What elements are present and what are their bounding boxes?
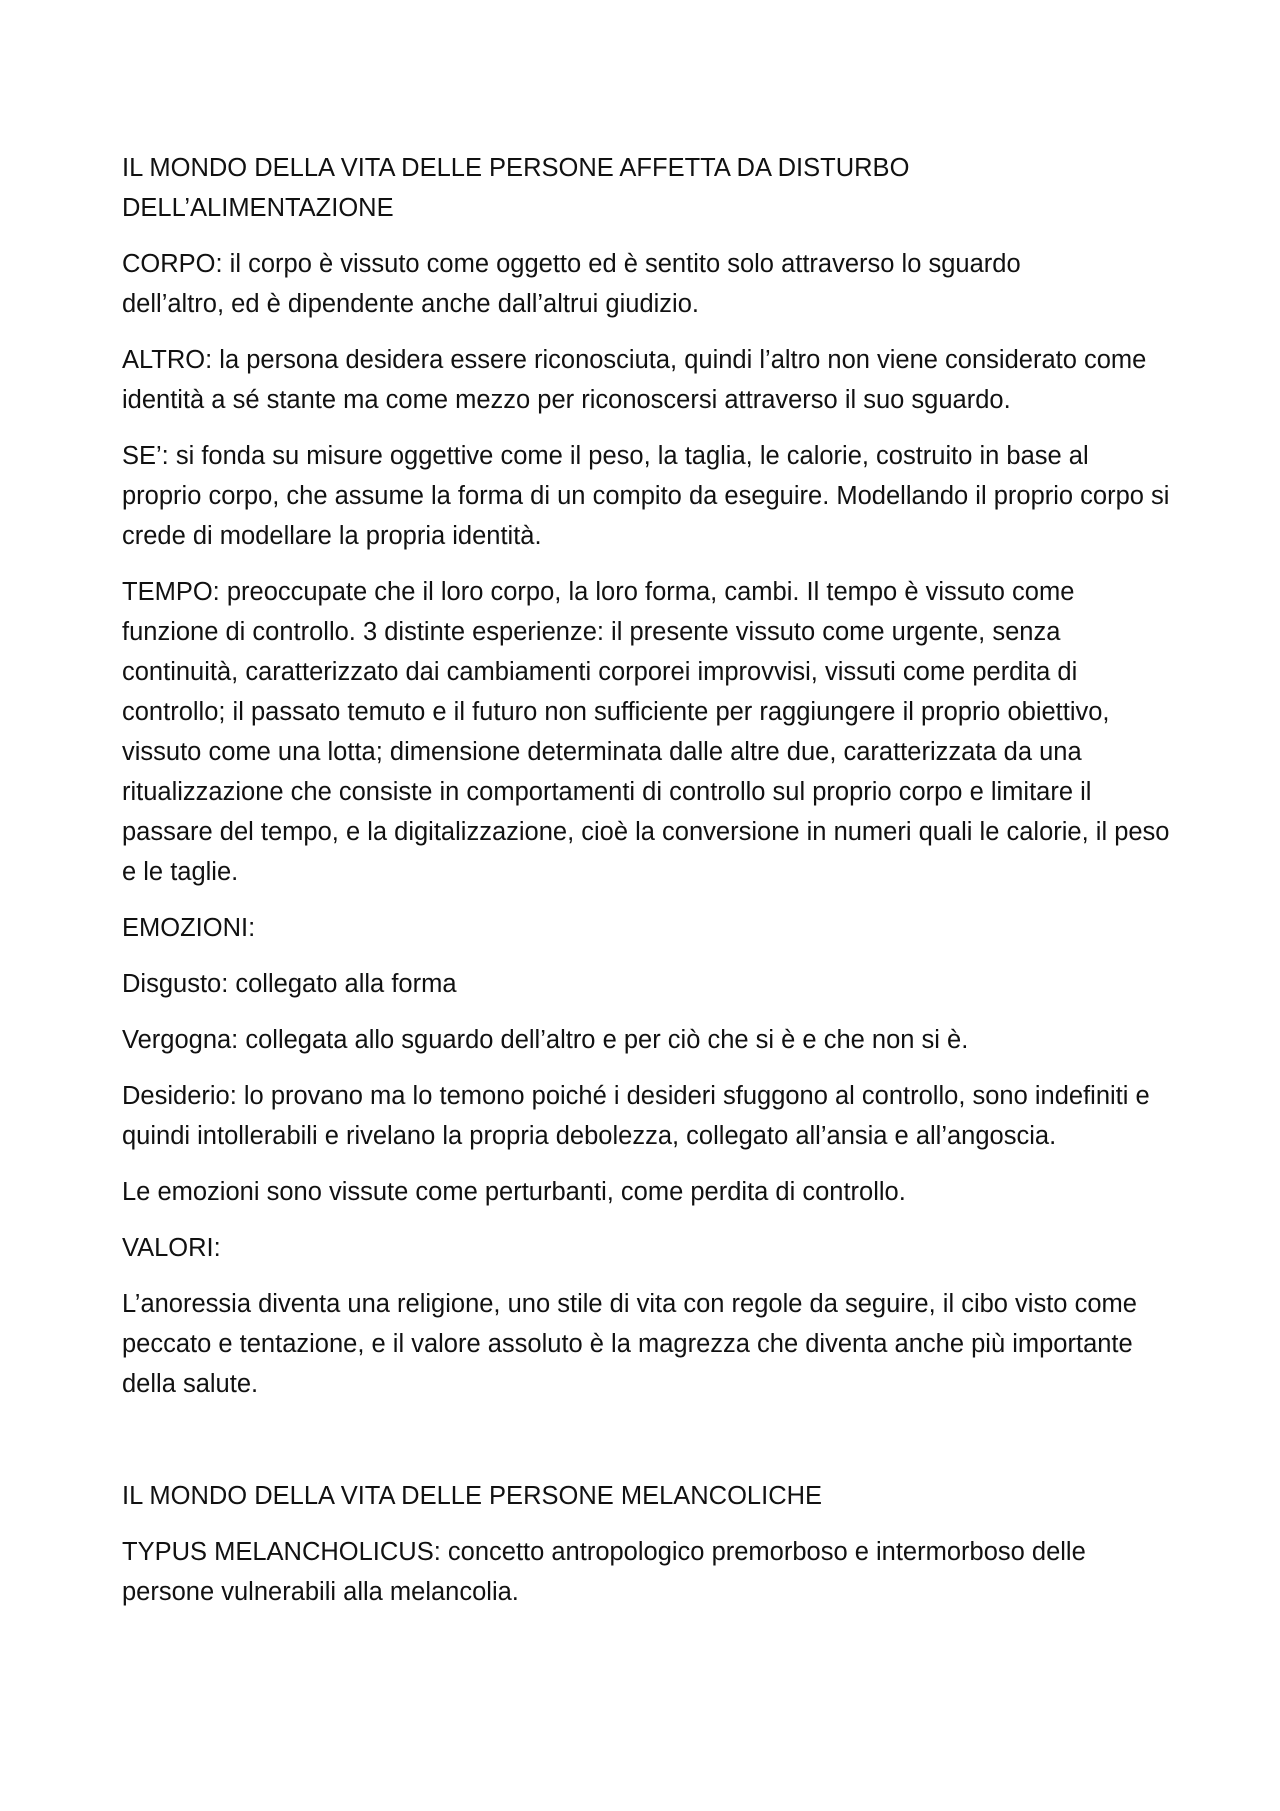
paragraph-tempo: TEMPO: preoccupate che il loro corpo, la loro forma, cambi. Il tempo è vissuto come funzione di controllo. 3 distinte esperienze: il presente vissuto come urgente, senza continuità, caratterizzato dai cambiamenti corporei improvvisi, vissuti come perdita di controllo; il passato temuto e il futuro non sufficiente per raggiungere il proprio obiettivo, vissuto come una lotta; dimensione determinata dalle altre due, caratterizzata da una ritualizzazione che consiste in comportamenti di controllo sul proprio corpo e limitare il passare del tempo, e la digitalizzazione, cioè la conversione in numeri quali le calorie, il peso e le taglie. xyxy=(122,578,1170,886)
section-gap xyxy=(122,1420,1172,1476)
paragraph-typus-melancholicus: TYPUS MELANCHOLICUS: concetto antropologico premorboso e intermorboso delle persone vulnerabili alla melancolia. xyxy=(122,1538,1086,1606)
paragraph-corpo: CORPO: il corpo è vissuto come oggetto ed è sentito solo attraverso lo sguardo dell’altro, ed è dipendente anche dall’altrui giudizio. xyxy=(122,250,1021,318)
section-title-melancholic: IL MONDO DELLA VITA DELLE PERSONE MELANCOLICHE xyxy=(122,1482,823,1510)
document-page xyxy=(122,148,1172,1628)
section-title-eating-disorder: IL MONDO DELLA VITA DELLE PERSONE AFFETTA DA DISTURBO DELL’ALIMENTAZIONE xyxy=(122,154,910,222)
paragraph-vergogna: Vergogna: collegata allo sguardo dell’altro e per ciò che si è e che non si è. xyxy=(122,1026,969,1054)
paragraph-se: SE’: si fonda su misure oggettive come il peso, la taglia, le calorie, costruito in base al proprio corpo, che assume la forma di un compito da eseguire. Modellando il proprio corpo si crede di modellare la propria identità. xyxy=(122,442,1170,550)
heading-valori: VALORI: xyxy=(122,1234,221,1262)
paragraph-desiderio: Desiderio: lo provano ma lo temono poiché i desideri sfuggono al controllo, sono indefiniti e quindi intollerabili e rivelano la propria debolezza, collegato all’ansia e all’angoscia. xyxy=(122,1082,1150,1150)
paragraph-emozioni-summary: Le emozioni sono vissute come perturbanti, come perdita di controllo. xyxy=(122,1178,906,1206)
paragraph-anoressia: L’anoressia diventa una religione, uno stile di vita con regole da seguire, il cibo visto come peccato e tentazione, e il valore assoluto è la magrezza che diventa anche più importante della salute. xyxy=(122,1290,1137,1398)
paragraph-altro: ALTRO: la persona desidera essere riconosciuta, quindi l’altro non viene considerato come identità a sé stante ma come mezzo per riconoscersi attraverso il suo sguardo. xyxy=(122,346,1147,414)
heading-emozioni: EMOZIONI: xyxy=(122,914,256,942)
paragraph-disgusto: Disgusto: collegato alla forma xyxy=(122,970,457,998)
